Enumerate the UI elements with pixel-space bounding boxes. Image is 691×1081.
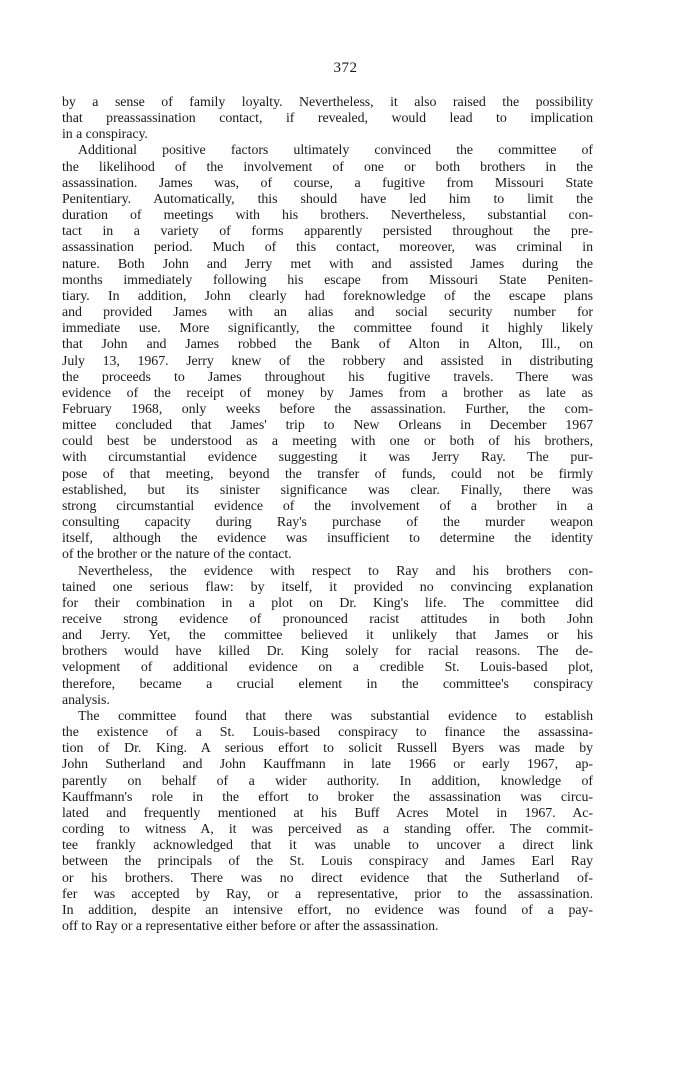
page-number: 372 bbox=[333, 60, 358, 76]
text-line: receive strong evidence of pronounced racist attitudes in both John bbox=[62, 612, 593, 627]
text-line: the likelihood of the involvement of one or both brothers in the bbox=[62, 159, 593, 175]
text-line: tact in a variety of forms apparently persisted throughout the pre- bbox=[62, 224, 593, 240]
body-text bbox=[62, 95, 593, 935]
text-line: could best be understood as a meeting with one or both of his brothers, bbox=[62, 434, 593, 450]
text-line: tee frankly acknowledged that it was unable to uncover a direct link bbox=[62, 838, 593, 854]
text-line: or his brothers. There was no direct evidence that the Sutherland of- bbox=[62, 870, 593, 886]
text-line: John Sutherland and John Kauffmann in late 1966 or early 1967, ap- bbox=[62, 757, 593, 773]
text-line: itself, although the evidence was insufficient to determine the identity bbox=[62, 531, 593, 547]
text-line: tion of Dr. King. A serious effort to solicit Russell Byers was made by bbox=[62, 741, 593, 757]
text-line: fer was accepted by Ray, or a representative, prior to the assassination. bbox=[62, 886, 593, 902]
text-line: cording to witness A, it was perceived as a standing offer. The commit- bbox=[62, 822, 593, 838]
text-line: lated and frequently mentioned at his Buff Acres Motel in 1967. Ac- bbox=[62, 805, 593, 821]
text-line: Additional positive factors ultimately convinced the committee of bbox=[78, 143, 593, 159]
text-line: February 1968, only weeks before the assassination. Further, the com- bbox=[62, 401, 593, 417]
text-line: Penitentiary. Automatically, this should have led him to limit the bbox=[62, 191, 593, 207]
text-line: The committee found that there was substantial evidence to establish bbox=[78, 708, 593, 724]
text-line: velopment of additional evidence on a credible St. Louis-based plot, bbox=[62, 660, 593, 676]
text-line: the proceeds to James throughout his fugitive travels. There was bbox=[62, 369, 593, 385]
text-line: of the brother or the nature of the contact. bbox=[62, 547, 292, 563]
text-line: immediate use. More significantly, the committee found it highly likely bbox=[62, 321, 593, 337]
text-line: mittee concluded that James' trip to New Orleans in December 1967 bbox=[62, 418, 593, 434]
text-line: consulting capacity during Ray's purchase of the murder weapon bbox=[62, 515, 593, 531]
text-line: that John and James robbed the Bank of Alton in Alton, Ill., on bbox=[62, 337, 593, 353]
text-line: evidence of the receipt of money by James from a brother as late as bbox=[62, 385, 593, 401]
text-line: Nevertheless, the evidence with respect to Ray and his brothers con- bbox=[78, 563, 593, 579]
text-line: and provided James with an alias and social security number for bbox=[62, 305, 593, 321]
text-line: July 13, 1967. Jerry knew of the robbery and assisted in distributing bbox=[62, 353, 593, 369]
text-line: analysis. bbox=[62, 692, 110, 708]
text-line: and Jerry. Yet, the committee believed it unlikely that James or his bbox=[62, 628, 593, 644]
text-line: strong circumstantial evidence of the involvement of a brother in a bbox=[62, 498, 593, 514]
text-line: assassination. James was, of course, a fugitive from Missouri State bbox=[62, 175, 593, 191]
text-line: months immediately following his escape from Missouri State Peniten- bbox=[62, 272, 593, 288]
text-line: Kauffmann's role in the effort to broker the assassination was circu- bbox=[62, 789, 593, 805]
text-line: pose of that meeting, beyond the transfer of funds, could not be firmly bbox=[62, 466, 593, 482]
text-line: with circumstantial evidence suggesting it was Jerry Ray. The pur- bbox=[62, 450, 593, 466]
text-line: by a sense of family loyalty. Nevertheless, it also raised the possibility bbox=[62, 95, 593, 110]
text-line: nature. Both John and Jerry met with and assisted James during the bbox=[62, 256, 593, 272]
text-line: tiary. In addition, John clearly had foreknowledge of the escape plans bbox=[62, 288, 593, 304]
text-line: duration of meetings with his brothers. Nevertheless, substantial con- bbox=[62, 208, 593, 224]
text-line: tained one serious flaw: by itself, it provided no convincing explanation bbox=[62, 579, 593, 595]
text-line: parently on behalf of a wider authority. In addition, knowledge of bbox=[62, 773, 593, 789]
text-line: established, but its sinister significance was clear. Finally, there was bbox=[62, 482, 593, 498]
text-line: off to Ray or a representative either before or after the assassination. bbox=[62, 918, 439, 934]
text-line: that preassassination contact, if revealed, would lead to implication bbox=[62, 111, 593, 127]
text-line: for their combination in a plot on Dr. King's life. The committee did bbox=[62, 595, 593, 611]
text-line: the existence of a St. Louis-based conspiracy to finance the assassina- bbox=[62, 725, 593, 741]
text-line: between the principals of the St. Louis conspiracy and James Earl Ray bbox=[62, 854, 593, 870]
text-line: therefore, became a crucial element in the committee's conspiracy bbox=[62, 676, 593, 692]
text-line: In addition, despite an intensive effort, no evidence was found of a pay- bbox=[62, 902, 593, 918]
text-line: assassination period. Much of this contact, moreover, was criminal in bbox=[62, 240, 593, 256]
text-line: brothers would have killed Dr. King solely for racial reasons. The de- bbox=[62, 644, 593, 660]
text-line: in a conspiracy. bbox=[62, 127, 148, 143]
